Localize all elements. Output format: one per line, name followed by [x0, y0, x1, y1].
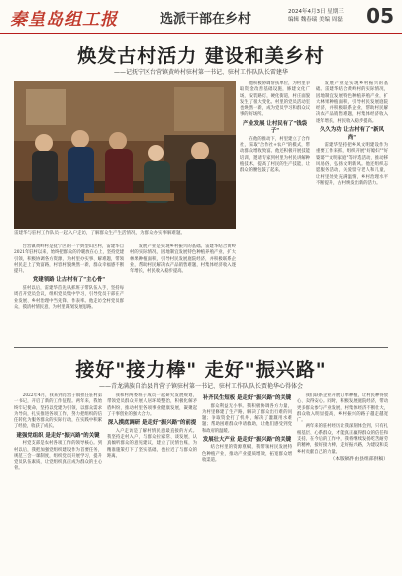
paragraph: 驻村以后，雷建华首先从抓班子带队伍入手，坚持每周召开党员会议，组织党员集中学习，引导党员干部在产业发展、乡村治理中当先锋、作表率。他走访全村党员群众，摸清村情民意，为村里谋划发展思路。	[14, 285, 124, 310]
paragraph: 台营镇黄岭村是抚宁区的一个典型山区村，雷建华自2021年驻村以来，始终把群众的冷暖放在心上，坚持党建引领，积极协调各方资源，为村里办实事、解难题，带领村民走上了致富路，村容村貌焕然一新，群众幸福感不断提升。	[14, 244, 124, 275]
paragraph: 结合村里的资源禀赋，我带领村民发展特色种植产业，推动产业提质增效，拓宽群众增收渠道。	[202, 445, 292, 464]
editor-line: 编辑 魏春瑞 美编 周磊	[288, 17, 343, 23]
page-number: 05	[366, 4, 394, 28]
article-footer-note: （本版稿件由县组部供稿）	[330, 456, 388, 462]
article2-title: 接好"接力棒" 走好"振兴路"	[75, 359, 327, 381]
article2-column-3	[202, 393, 292, 571]
paragraph: 我们联系企业开展订单种植，让村民种得放心、卖得安心。同时，积极发展庭院经济，带动更多群众参与产业发展，村集体经济不断壮大，群众收入明显提高，乡村振兴的路子越走越宽广。	[297, 393, 388, 424]
article2-subtitle: ——青龙满族自治县肖营子镇驻村第一书记、驻村工作队队长贾艳华心得体会	[98, 383, 303, 390]
date-info	[288, 8, 344, 24]
paragraph: 他积极协调帮扶单位，为村里争取资金改善基础设施，修建文化广场，安装路灯，硬化街道，村庄面貌发生了很大变化。村里的党员活动室也焕然一新，成为党员学习和群众议事的好场所。	[240, 81, 310, 118]
section-heading: 发展壮大产业 是走好"振兴路"的关键	[202, 436, 292, 443]
article1-photo-caption: 雷建华与驻村工作队员一起入户走访，了解群众生产生活情况，为群众办实事解难题。	[14, 231, 185, 236]
paragraph: 在他的推动下，村里建立了合作社，采取"合作社+农户"的模式，带动群众增收致富。他还积极开展技能培训，邀请专家到村里为村民讲解种植技术，提高了村民的生产技能，让群众的腰包鼓了起来。	[240, 136, 310, 174]
article1-subtitle: ——记抚宁区台营镇黄岭村驻村第一书记、驻村工作队队长雷建华	[113, 69, 288, 76]
section-heading: 建强党组织 是走好"振兴路"的关键	[16, 432, 100, 439]
page-masthead	[0, 0, 402, 34]
paragraph: 群众利益无小事。我积极协调各方力量，为村里修建了生产路，解决了群众出行难的问题；争取资金打了机井，解决了灌溉用水难题；帮助困难群众申请救助，让他们感受到党和政府的温暖。	[202, 403, 292, 434]
paragraph: 发展产业是实现乡村振兴的基础。雷建华结合黄岭村的实际情况，因地制宜发展特色种植养殖产业，扩大林果种植面积，引导村民发展庭院经济，并积极联系企业，帮助村民解决农产品销售难题，村集体经济收入逐年增长，村民收入稳步提高。	[130, 244, 236, 275]
article1-column-3	[316, 81, 388, 344]
paragraph: 两年来的驻村经历让我深刻体会到，只有扎根基层、心系群众，才能真正赢得群众的信任和支持。在今后的工作中，我将继续发扬吃苦耐劳的精神，接好接力棒，走好振兴路，为建设和美乡村贡献自己的力量。	[297, 424, 388, 455]
article2-column-2	[107, 393, 197, 571]
section-heading: 久久为功 让古村有了"新风尚"	[320, 127, 384, 141]
newspaper-logo: 秦皇岛组工报	[10, 10, 118, 30]
article1-column-2-lower	[130, 244, 236, 344]
section-heading: 补齐民生短板 是走好"振兴路"的关键	[202, 395, 292, 401]
section-heading: 深入摸底调研 是走好"振兴路"的前提	[107, 420, 197, 427]
article1-column-2	[240, 81, 310, 344]
section-title: 选派干部在乡村	[160, 12, 252, 27]
section-heading: 产业发展 让村民有了"钱袋子"	[243, 120, 307, 135]
photo-illustration	[14, 81, 236, 229]
article2-column-4	[297, 393, 388, 571]
paragraph: 发展产业是实现乡村振兴的基础。雷建华结合黄岭村的实际情况，因地制宜发展特色种植养殖产业，扩大林果种植面积，引导村民发展庭院经济，并积极联系企业，帮助村民解决农产品销售难题，村集体经济收入逐年增长，村民收入稳步提高。	[316, 81, 388, 124]
article2-column-1	[14, 393, 102, 571]
paragraph: 村党支部是农村各项工作的领导核心。到村以后，我把加强党组织建设作为首要任务，规范三会一课制度，组织党员开展学习，提升党员队伍素质，让党组织真正成为群众的主心骨。	[14, 441, 102, 472]
paragraph: 2022年4月，我来到肖营子镇担任驻村第一书记，开启了新的工作征程。两年来，我始终牢记使命，坚持以党建为引领，以群众需求为导向，扎实推进各项工作，努力把组织的信任转化为服务群众的实际行动，在实践中积累了经验，收获了成长。	[14, 393, 102, 430]
paragraph: 我和村两委班子成员一起研究发展规划，带领党员群众开展人居环境整治，积极化解矛盾纠纷，推动村里各项事业健康发展，凝聚起了干事创业的强大合力。	[107, 393, 197, 417]
paragraph: 入户走访是了解村情民意最直接的方式。我坚持走村入户，与群众拉家常、谈发展，认真倾听群众的意见建议，建立了民情台账，为精准施策打下了坚实基础，也拉近了与群众的距离。	[107, 428, 197, 459]
article1-title: 焕发古村活力 建设和美乡村	[77, 45, 325, 67]
paragraph: 雷建华坚持把乡风文明建设作为重要工作来抓，组织开展"好媳妇""好婆婆""文明家庭"等评选活动，推动移风易俗，弘扬文明新风。他还组织志愿服务活动，关爱留守老人和儿童，让村里处处充满温情，乡村治理水平不断提升，古村焕发出新的活力。	[316, 143, 388, 186]
date-line: 2024年4月3日 星期三	[288, 9, 344, 15]
section-heading: 党建领路 让古村有了"主心骨"	[32, 277, 106, 284]
article-divider	[14, 347, 388, 348]
article1-column-1	[14, 244, 124, 344]
article1-photo	[14, 81, 236, 229]
